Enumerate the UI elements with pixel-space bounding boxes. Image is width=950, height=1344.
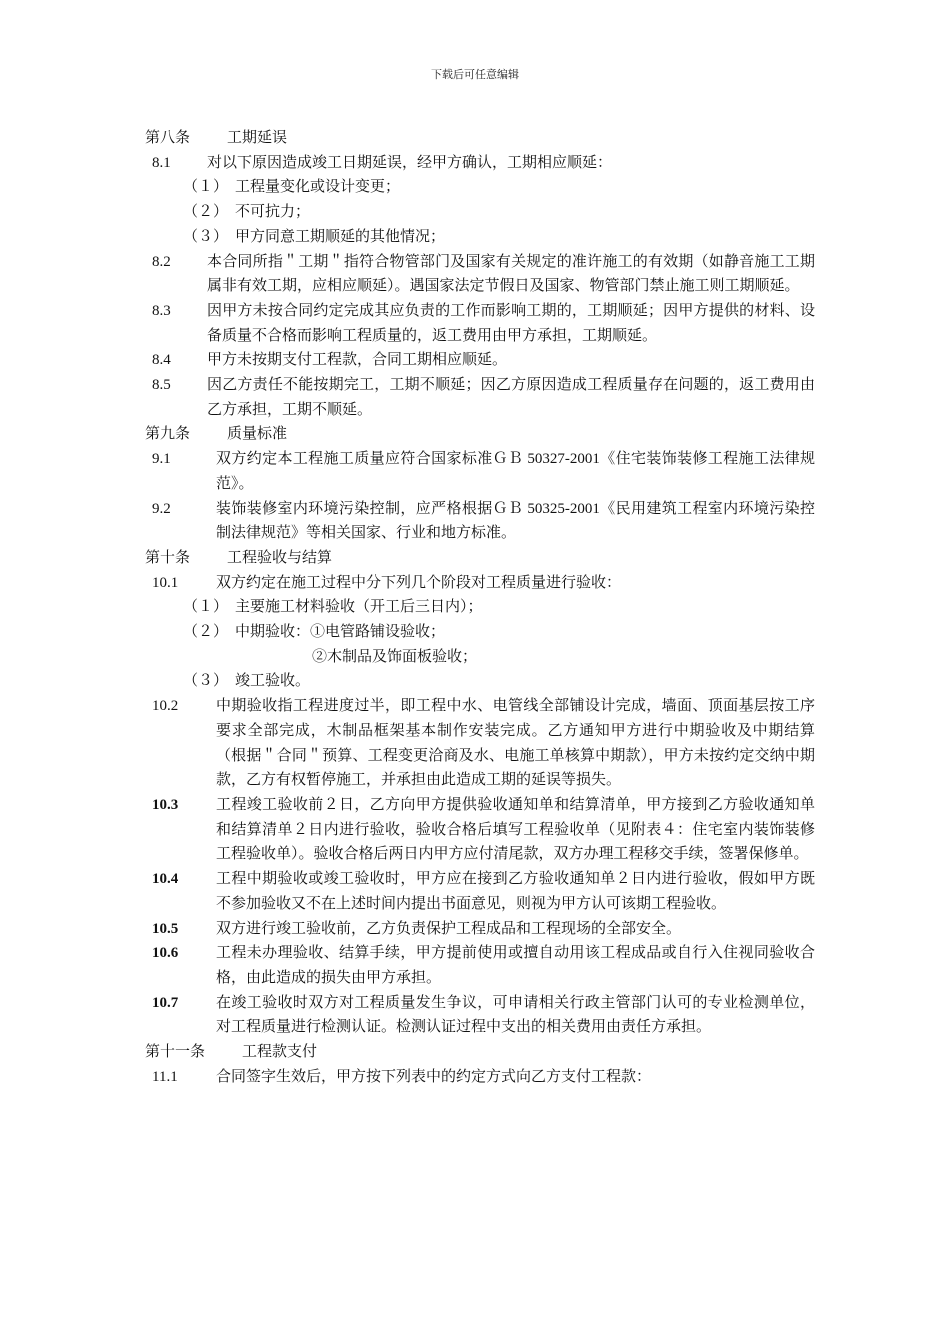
article-number: 第十条 <box>145 549 191 566</box>
clause-text: 工程中期验收或竣工验收时，甲方应在接到乙方验收通知单２日内进行验收，假如甲方既不参加验收又不在上述时间内提出书面意见，则视为甲方认可该期工程验收。 <box>216 871 815 912</box>
clause-11-1 <box>145 1065 815 1090</box>
clause-text: 甲方未按期支付工程款，合同工期相应顺延。 <box>207 352 508 369</box>
clause-text: 本合同所指＂工期＂指符合物管部门及国家有关规定的准许施工的有效期（如静音施工工期属非有效工期，应相应顺延）。遇国家法定节假日及国家、物管部门禁止施工则工期顺延。 <box>207 253 815 295</box>
clause-8-2 <box>145 250 815 299</box>
item-text: 不可抗力； <box>235 204 311 221</box>
list-item <box>145 669 815 694</box>
article-9-heading <box>145 422 815 447</box>
clause-text: 双方进行竣工验收前，乙方负责保护工程成品和工程现场的全部安全。 <box>216 920 682 937</box>
clause-8-4 <box>145 348 815 373</box>
contract-body <box>145 126 815 1089</box>
list-item <box>145 225 815 250</box>
clause-number: 10.7 <box>152 994 179 1011</box>
clause-text: 对以下原因造成竣工日期延误，经甲方确认，工期相应顺延： <box>207 154 613 171</box>
clause-9-2 <box>145 497 815 546</box>
item-marker: （２） <box>183 204 229 221</box>
item-text: 中期验收：①电管路铺设验收； <box>235 624 446 641</box>
article-number: 第八条 <box>145 130 191 146</box>
item-text: 工程量变化或设计变更； <box>235 179 401 196</box>
clause-number: 10.5 <box>152 920 179 937</box>
article-10-heading <box>145 546 815 571</box>
clause-text: 双方约定在施工过程中分下列几个阶段对工程质量进行验收： <box>216 574 622 591</box>
clause-number: 8.3 <box>152 302 171 319</box>
article-number: 第九条 <box>145 426 191 443</box>
item-marker: （２） <box>183 624 229 641</box>
clause-text: 工程未办理验收、结算手续，甲方提前使用或擅自动用该工程成品或自行入住视同验收合格，由此造成的损失由甲方承担。 <box>216 945 815 986</box>
list-item <box>145 595 815 620</box>
item-marker: （１） <box>183 599 229 616</box>
clause-text: 中期验收指工程进度过半，即工程中水、电管线全部铺设计完成，墙面、顶面基层按工序要求全部完成，木制品框架基本制作安装完成。乙方通知甲方进行中期验收及中期结算（根据＂合同＂预算、工程变更洽商及水、电施工单核算中期款），甲方未按约定交纳中期款，乙方有权暂停施工，并承担由此造成工期的延误等损失。 <box>216 698 815 789</box>
clause-number: 8.2 <box>152 253 171 270</box>
clause-text: 装饰装修室内环境污染控制，应严格根据ＧＢ 50325-2001《民用建筑工程室内环境污染控制法律规范》等相关国家、行业和地方标准。 <box>216 500 815 542</box>
clause-number: 10.6 <box>152 945 179 962</box>
page-header: 下载后可任意编辑 <box>431 69 519 81</box>
clause-text: 因乙方责任不能按期完工，工期不顺延；因乙方原因造成工程质量存在问题的，返工费用由乙方承担，工期不顺延。 <box>207 377 815 418</box>
clause-number: 10.2 <box>152 698 179 715</box>
list-item <box>145 620 815 645</box>
clause-text: 在竣工验收时双方对工程质量发生争议，可申请相关行政主管部门认可的专业检测单位，对工程质量进行检测认证。检测认证过程中支出的相关费用由责任方承担。 <box>216 994 815 1036</box>
item-marker: （３） <box>183 673 229 690</box>
article-title: 工期延误 <box>227 130 288 146</box>
list-subitem: ②木制品及饰面板验收； <box>312 648 478 665</box>
clause-text: 双方约定本工程施工质量应符合国家标准ＧＢ 50327-2001《住宅装饰装修工程施工法律规范》。 <box>216 451 815 492</box>
clause-8-5 <box>145 373 815 422</box>
item-text: 甲方同意工期顺延的其他情况； <box>235 228 446 245</box>
item-marker: （３） <box>183 228 229 245</box>
clause-number: 10.4 <box>152 871 179 888</box>
clause-10-6 <box>145 941 815 990</box>
article-title: 工程款支付 <box>242 1044 318 1061</box>
clause-text: 合同签字生效后，甲方按下列表中的约定方式向乙方支付工程款： <box>216 1068 652 1085</box>
clause-8-1 <box>145 151 815 176</box>
clause-text: 工程竣工验收前２日，乙方向甲方提供验收通知单和结算清单，甲方接到乙方验收通知单和结算清单２日内进行验收，验收合格后填写工程验收单（见附表４：住宅室内装饰装修工程验收单）。验收合格后两日内甲方应付清尾款，双方办理工程移交手续，签署保修单。 <box>216 796 815 863</box>
clause-number: 8.4 <box>152 352 171 369</box>
clause-10-2 <box>145 694 815 793</box>
clause-number: 10.1 <box>152 574 179 591</box>
clause-10-7 <box>145 991 815 1040</box>
item-text: 主要施工材料验收（开工后三日内）； <box>235 599 483 616</box>
clause-number: 8.5 <box>152 377 171 394</box>
list-item <box>145 175 815 200</box>
clause-number: 10.3 <box>152 796 179 813</box>
article-title: 工程验收与结算 <box>227 549 333 566</box>
article-title: 质量标准 <box>227 426 288 443</box>
clause-10-1 <box>145 571 815 596</box>
clause-10-3 <box>145 793 815 867</box>
item-marker: （１） <box>183 179 229 196</box>
list-item <box>145 200 815 225</box>
item-text: 竣工验收。 <box>235 673 311 690</box>
clause-number: 9.2 <box>152 500 171 517</box>
clause-9-1 <box>145 447 815 496</box>
article-11-heading <box>145 1040 815 1065</box>
clause-number: 8.1 <box>152 154 171 171</box>
clause-10-4 <box>145 867 815 916</box>
clause-text: 因甲方未按合同约定完成其应负责的工作而影响工期的，工期顺延；因甲方提供的材料、设备质量不合格而影响工程质量的，返工费用由甲方承担，工期顺延。 <box>207 302 815 344</box>
article-number: 第十一条 <box>145 1044 206 1061</box>
clause-8-3 <box>145 299 815 348</box>
clause-10-5 <box>145 917 815 942</box>
clause-number: 9.1 <box>152 451 171 468</box>
clause-number: 11.1 <box>152 1068 178 1085</box>
article-8-heading <box>145 126 815 151</box>
